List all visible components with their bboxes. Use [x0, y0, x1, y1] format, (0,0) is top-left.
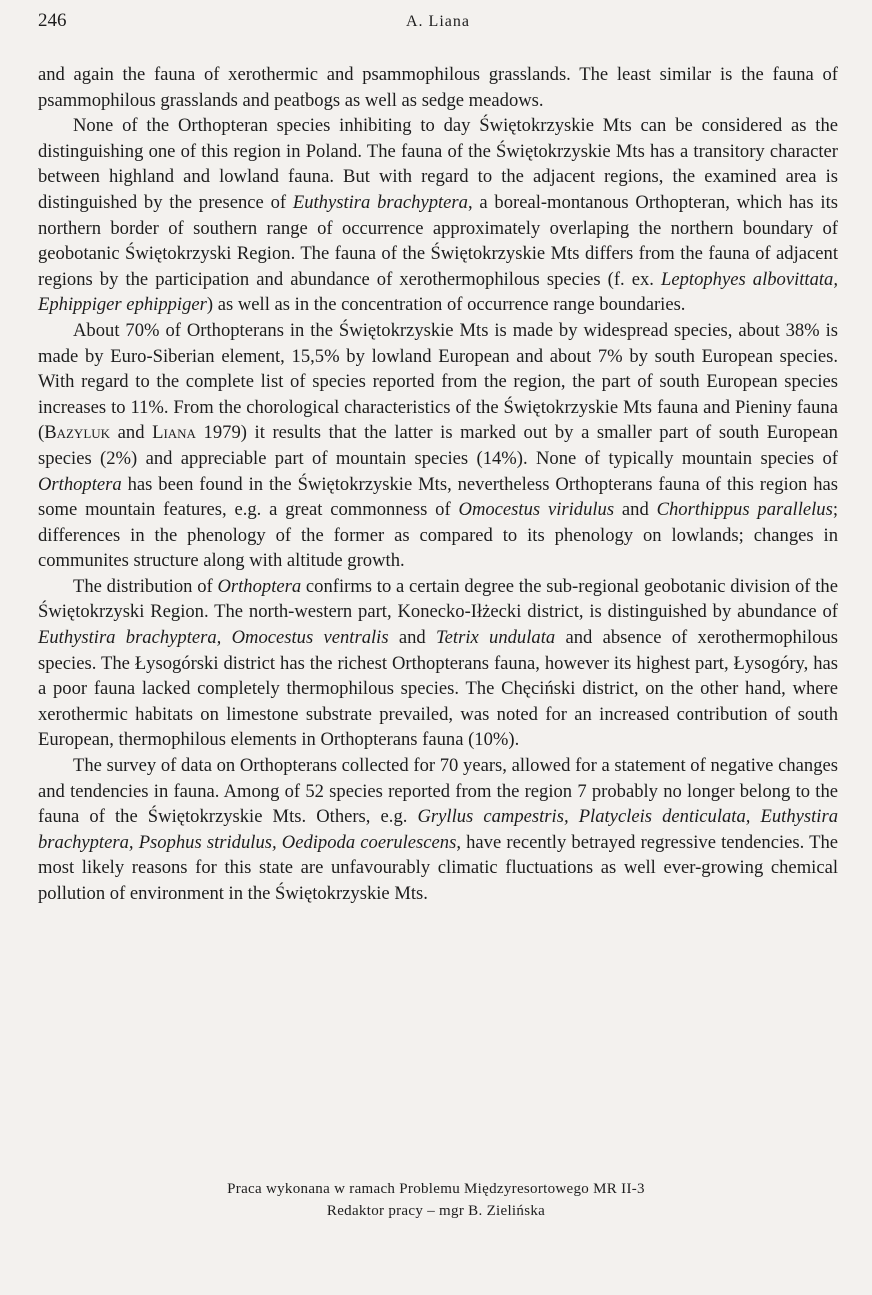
paragraph — [38, 574, 838, 753]
text-run: , a boreal-montanous Orthopteran, which has its northern border of southern range of occurrence approximately overlaping the northern boundary of geobotanic Świętokrzyski Region. The fauna of the Świętokrzyskie Mts differs from the fauna of adjacent regions by the participation and abundance of xerothermophilous species (f. ex. — [38, 191, 839, 290]
page-number: 246 — [38, 10, 67, 31]
species-name: Omocestus viridulus — [458, 499, 615, 521]
body-text — [38, 62, 838, 907]
text-run: and again the fauna of xerothermic and psammophilous grasslands. The least similar is the fauna of psammophilous grasslands and peatbogs as well as sedge meadows. — [38, 64, 838, 111]
text-run: ) as well as in the concentration of occurrence range boundaries. — [206, 294, 686, 316]
species-name: Leptophyes albovittata, Ephippiger ephippiger — [38, 268, 838, 316]
text-run: and — [614, 499, 657, 521]
species-name: Euthystira brachyptera, Omocestus ventralis — [38, 627, 389, 649]
editor-note: Redaktor pracy – mgr B. Zielińska — [326, 1203, 546, 1219]
text-run: The distribution of — [73, 575, 218, 597]
paragraph — [38, 318, 838, 574]
text-run: ; differences in the phenology of the former as compared to its phenology on lowlands; changes in communites structure along with altitude growth. — [38, 499, 838, 572]
text-run: and absence of xerothermophilous species. The Łysogórski district has the richest Orthopterans fauna, however its highest part, Łysogóry, has a poor fauna lacked completely thermophilous species. The Chęciński district, on the other hand, where xerothermic habitats on limestone substrate prevailed, was noted for an increased contribution of south European, thermophilous elements in Orthopterans fauna (10%). — [38, 627, 838, 751]
author-name: Liana — [152, 422, 196, 444]
paragraph — [38, 62, 838, 113]
running-title: A. Liana — [406, 13, 470, 30]
paragraph — [38, 753, 838, 907]
paragraph — [38, 113, 838, 318]
taxon-name: Orthoptera — [38, 473, 122, 495]
text-run: , have recently betrayed regressive tendencies. The most likely reasons for this state are unfavourably climatic fluctuations as well ever-growing chemical pollution of environment in the Świętokrzyskie Mts. — [38, 831, 838, 904]
text-run: 1979) it results that the latter is marked out by a smaller part of south European species (2%) and appreciable part of mountain species (14%). None of typically mountain species of — [38, 422, 838, 469]
funding-note: Praca wykonana w ramach Problemu Międzyresortowego MR II-3 — [227, 1181, 645, 1197]
text-run: and — [110, 422, 153, 444]
species-name: Gryllus campestris, Platycleis denticulata, Euthystira brachyptera, Psophus stridulus, Oedipoda coerulescens — [38, 806, 838, 853]
species-name: Chorthippus parallelus — [656, 499, 833, 521]
species-name: Tetrix undulata — [436, 627, 556, 649]
taxon-name: Orthoptera — [217, 575, 302, 597]
author-name: Bazyluk — [44, 422, 111, 444]
species-name: Euthystira brachyptera — [292, 191, 468, 213]
text-run: and — [388, 627, 437, 649]
text-run: has been found in the Świętokrzyskie Mts, nevertheless Orthopterans fauna of this region has some mountain features, e.g. a great commonness of — [38, 473, 838, 521]
footer-note — [0, 1178, 872, 1222]
text-run: confirms to a certain degree the sub-regional geobotanic division of the Świętokrzyski Region. The north-western part, Konecko-Iłżecki district, is distinguished by abundance of — [38, 575, 838, 623]
running-head — [38, 10, 838, 38]
text-run: The survey of data on Orthopterans collected for 70 years, allowed for a statement of negative changes and tendencies in fauna. Among of 52 species reported from the region 7 probably no longer belong to the fauna of the Świętokrzyskie Mts. Others, e.g. — [38, 755, 838, 828]
text-run: None of the Orthopteran species inhibiting to day Świętokrzyskie Mts can be considered as the distinguishing one of this region in Poland. The fauna of the Świętokrzyskie Mts has a transitory character between highland and lowland fauna. But with regard to the adjacent regions, the examined area is distinguished by the presence of — [38, 115, 838, 213]
text-run: About 70% of Orthopterans in the Świętokrzyskie Mts is made by widespread species, about 38% is made by Euro-Siberian element, 15,5% by lowland European and about 7% by south European species. With regard to the complete list of species reported from the region, the part of south European species increases to 11%. From the chorological characteristics of the Świętokrzyskie Mts fauna and Pieniny fauna ( — [38, 319, 838, 444]
